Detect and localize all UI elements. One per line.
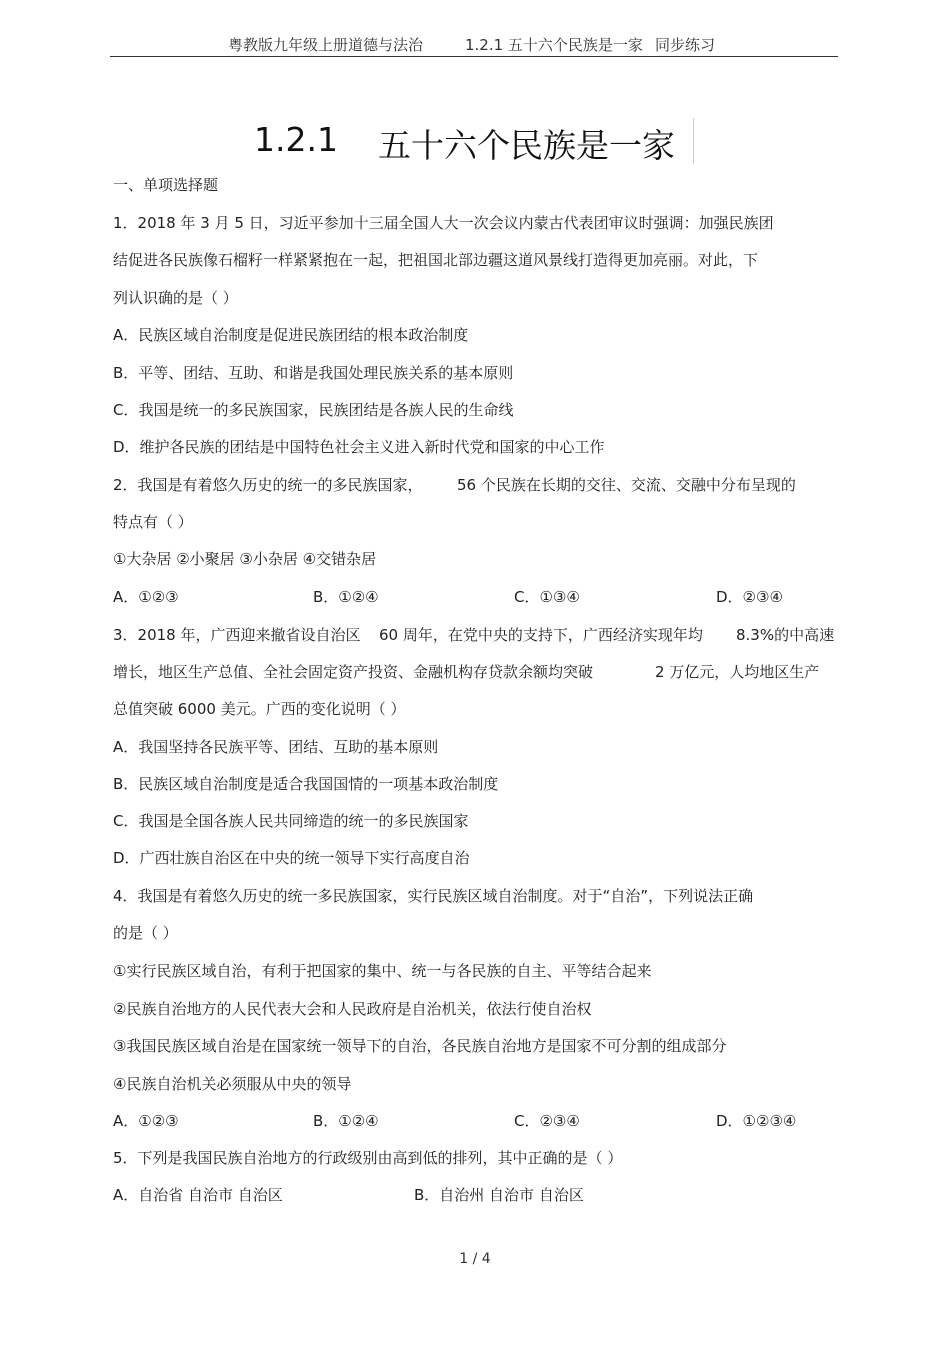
q1-stem-line1: 1．2018 年 3 月 5 日，习近平参加十三届全国人大一次会议内蒙古代表团审议时强调：加强民族团 — [113, 214, 774, 232]
q2-option-c: C．①③④ — [514, 588, 580, 606]
q1-option-d: D．维护各民族的团结是中国特色社会主义进入新时代党和国家的中心工作 — [113, 438, 605, 456]
q3-stem-line2a: 增长，地区生产总值、全社会固定资产投资、金融机构存贷款余额均突破 — [113, 663, 594, 681]
q4-option-b: B．①②④ — [313, 1112, 379, 1130]
q3-stem-line3: 总值突破 6000 美元。广西的变化说明（ ） — [113, 700, 406, 718]
q3-stem-line2b: 2 万亿元，人均地区生产 — [655, 663, 820, 681]
q3-stem-line1c: 8.3%的中高速 — [736, 626, 835, 644]
header-exercise-label: 同步练习 — [655, 36, 716, 54]
q4-option-d: D．①②③④ — [716, 1112, 797, 1130]
q2-option-b: B．①②④ — [313, 588, 379, 606]
q2-stem-line2: 特点有（ ） — [113, 513, 193, 531]
q1-option-c: C．我国是统一的多民族国家，民族团结是各族人民的生命线 — [113, 401, 514, 419]
q4-statement-1: ①实行民族区域自治，有利于把国家的集中、统一与各民族的自主、平等结合起来 — [113, 962, 652, 980]
q1-stem-line2: 结促进各民族像石榴籽一样紧紧抱在一起，把祖国北部边疆这道风景线打造得更加亮丽。对此，下 — [113, 251, 759, 269]
q3-stem-line1a: 3．2018 年，广西迎来撤省设自治区 — [113, 626, 361, 644]
q3-option-a: A．我国坚持各民族平等、团结、互助的基本原则 — [113, 738, 439, 756]
q5-stem: 5．下列是我国民族自治地方的行政级别由高到低的排列，其中正确的是（ ） — [113, 1149, 623, 1167]
q2-items: ①大杂居 ②小聚居 ③小杂居 ④交错杂居 — [113, 550, 377, 568]
q4-stem-line1: 4．我国是有着悠久历史的统一多民族国家，实行民族区域自治制度。对于“自治”，下列说法正确 — [113, 887, 754, 905]
page-header — [110, 34, 838, 57]
q1-option-b: B．平等、团结、互助、和谐是我国处理民族关系的基本原则 — [113, 364, 514, 382]
q3-option-d: D．广西壮族自治区在中央的统一领导下实行高度自治 — [113, 849, 470, 867]
title-divider — [693, 118, 694, 164]
q5-option-b: B．自治州 自治市 自治区 — [414, 1186, 584, 1204]
q1-option-a: A．民族区域自治制度是促进民族团结的根本政治制度 — [113, 326, 469, 344]
q4-stem-line2: 的是（ ） — [113, 924, 178, 942]
page-title: 五十六个民族是一家 — [378, 126, 675, 165]
q5-option-a: A．自治省 自治市 自治区 — [113, 1186, 283, 1204]
q2-stem-line1b: 56 个民族在长期的交往、交流、交融中分布呈现的 — [457, 476, 796, 494]
page-title-number: 1.2.1 — [254, 120, 338, 159]
q3-stem-line1b: 60 周年，在党中央的支持下，广西经济实现年均 — [379, 626, 703, 644]
q2-option-a: A．①②③ — [113, 588, 179, 606]
q3-option-c: C．我国是全国各族人民共同缔造的统一的多民族国家 — [113, 812, 469, 830]
q2-option-d: D．②③④ — [716, 588, 783, 606]
q1-stem-line3: 列认识确的是（ ） — [113, 289, 238, 307]
section-heading: 一、单项选择题 — [113, 176, 219, 194]
page-number: 1 / 4 — [459, 1251, 491, 1267]
q2-stem-line1a: 2．我国是有着悠久历史的统一的多民族国家， — [113, 476, 423, 494]
header-book-title: 粤教版九年级上册道德与法治 — [228, 36, 424, 54]
q4-statement-2: ②民族自治地方的人民代表大会和人民政府是自治机关，依法行使自治权 — [113, 1000, 592, 1018]
q3-option-b: B．民族区域自治制度是适合我国国情的一项基本政治制度 — [113, 775, 499, 793]
q4-statement-4: ④民族自治机关必须服从中央的领导 — [113, 1075, 352, 1093]
q4-statement-3: ③我国民族区域自治是在国家统一领导下的自治，各民族自治地方是国家不可分割的组成部分 — [113, 1037, 727, 1055]
q4-option-c: C．②③④ — [514, 1112, 580, 1130]
q4-option-a: A．①②③ — [113, 1112, 179, 1130]
header-lesson-title: 1.2.1 五十六个民族是一家 — [465, 36, 643, 54]
